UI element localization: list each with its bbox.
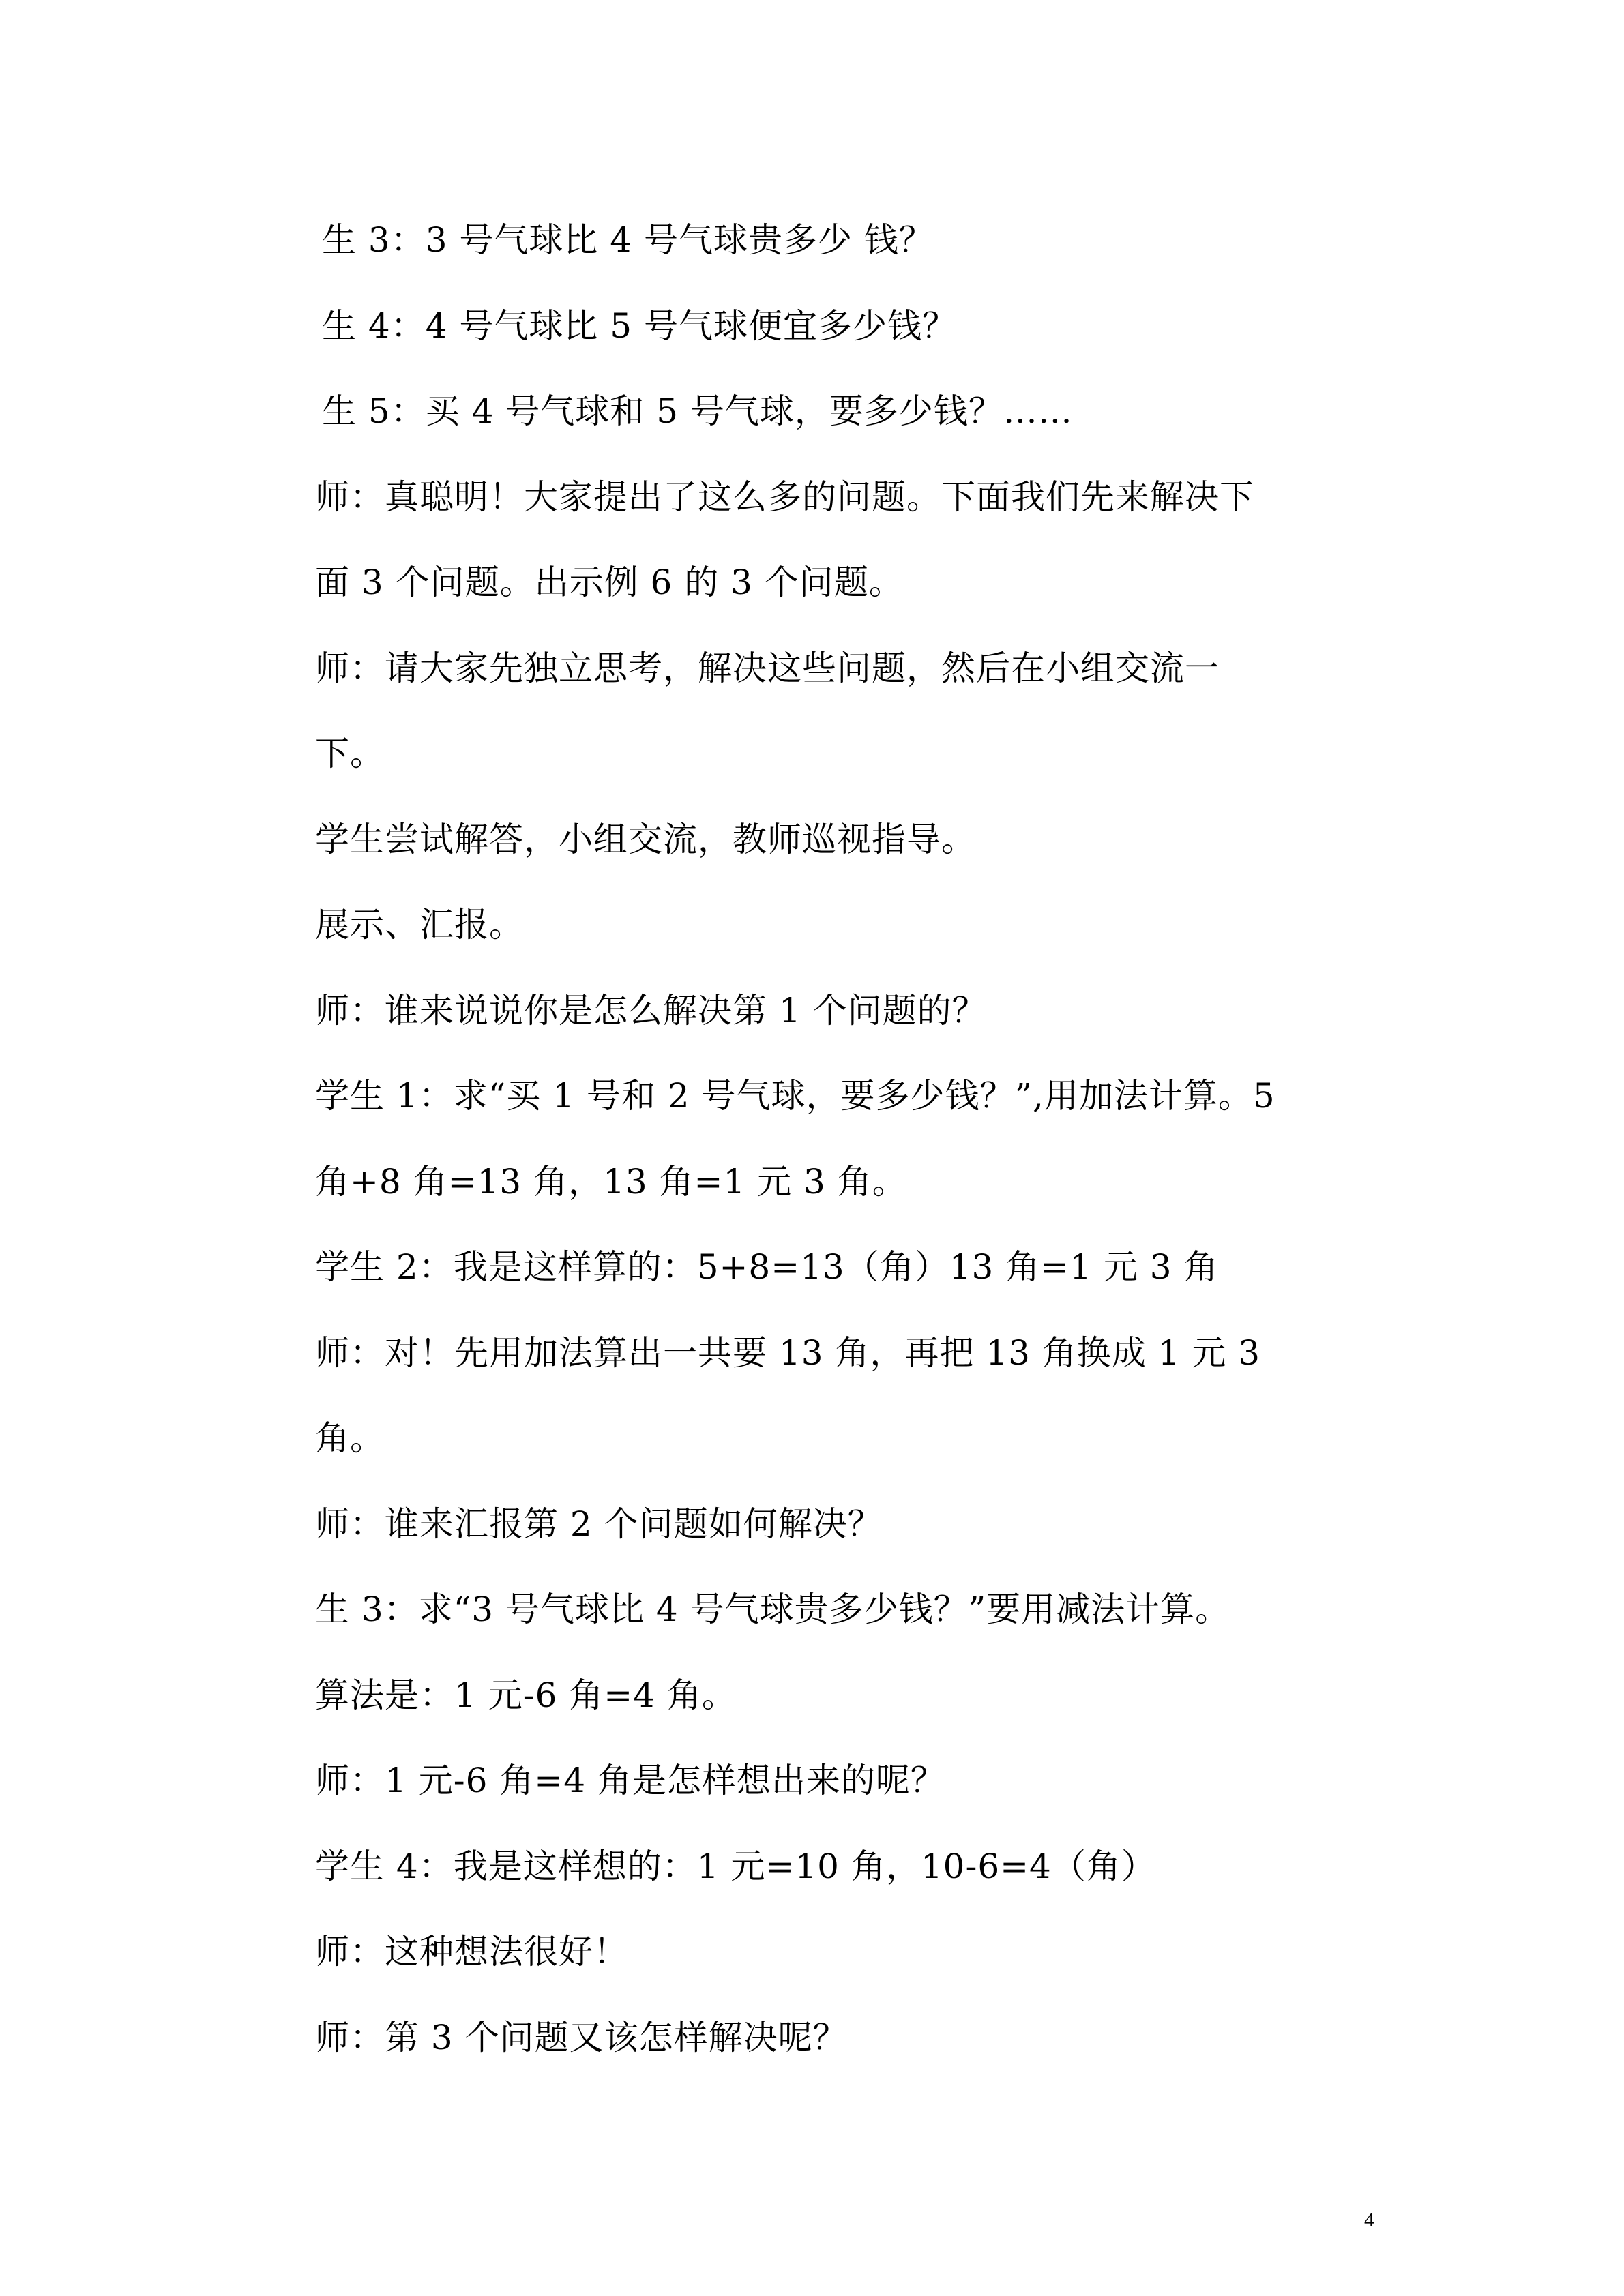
text-line-18: 算法是：1 元-6 角=4 角。 — [315, 1675, 737, 1715]
text-line-2: 生 4：4 号气球比 5 号气球便宜多少钱？ — [322, 306, 958, 346]
text-line-5: 面 3 个问题。出示例 6 的 3 个问题。 — [315, 563, 904, 602]
text-line-12: 角+8 角=13 角，13 角=1 元 3 角。 — [315, 1162, 907, 1202]
text-line-20: 学生 4：我是这样想的：1 元=10 角，10-6=4（角） — [315, 1847, 1156, 1886]
text-line-9: 展示、汇报。 — [315, 905, 524, 944]
text-line-16: 师：谁来汇报第 2 个问题如何解决？ — [315, 1504, 883, 1544]
text-line-22: 师：第 3 个问题又该怎样解决呢？ — [315, 2018, 848, 2057]
text-line-11: 学生 1：求“买 1 号和 2 号气球，要多少钱？”,用加法计算。5 — [315, 1076, 1275, 1116]
text-line-1: 生 3：3 号气球比 4 号气球贵多少 钱？ — [322, 220, 934, 260]
text-line-21: 师：这种想法很好！ — [315, 1932, 628, 1971]
text-line-13: 学生 2：我是这样算的：5+8=13（角）13 角=1 元 3 角 — [315, 1247, 1219, 1287]
text-line-15: 角。 — [315, 1418, 385, 1458]
text-line-3: 生 5：买 4 号气球和 5 号气球，要多少钱？…… — [322, 391, 1073, 431]
text-line-19: 师：1 元-6 角=4 角是怎样想出来的呢？ — [315, 1761, 945, 1800]
text-line-4: 师：真聪明！大家提出了这么多的问题。下面我们先来解决下 — [315, 477, 1254, 517]
page-number: 4 — [1364, 2209, 1374, 2231]
text-line-8: 学生尝试解答，小组交流，教师巡视指导。 — [315, 820, 976, 859]
text-line-17: 生 3：求“3 号气球比 4 号气球贵多少钱？”要用减法计算。 — [315, 1590, 1230, 1629]
text-line-10: 师：谁来说说你是怎么解决第 1 个问题的？ — [315, 991, 987, 1030]
text-line-14: 师：对！先用加法算出一共要 13 角，再把 13 角换成 1 元 3 — [315, 1333, 1261, 1373]
text-line-7: 下。 — [315, 734, 385, 773]
text-line-6: 师：请大家先独立思考，解决这些问题，然后在小组交流一 — [315, 648, 1220, 688]
